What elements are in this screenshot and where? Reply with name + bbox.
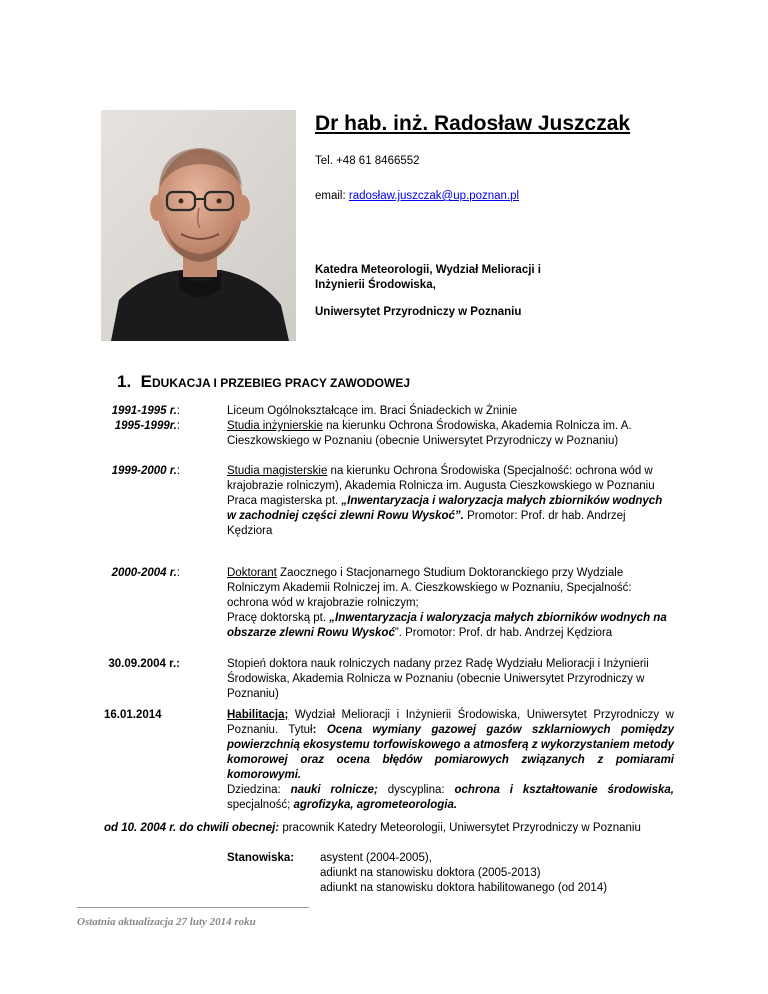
section-number: 1. bbox=[117, 372, 132, 391]
entry-6-disc-pre: dyscyplina: bbox=[377, 784, 455, 796]
entry-6-field: nauki rolnicze; bbox=[290, 784, 378, 796]
entry-6-title-colon: : bbox=[312, 724, 317, 736]
date-6: 16.01.2014 bbox=[104, 709, 162, 721]
entry-7-date: od 10. 2004 r. do chwili obecnej: bbox=[104, 822, 280, 834]
date-label-1 bbox=[70, 404, 180, 419]
profile-photo bbox=[101, 110, 296, 341]
positions-label: Stanowiska: bbox=[227, 852, 295, 864]
footer-note: Ostatnia aktualizacja 27 luty 2014 roku bbox=[77, 916, 256, 928]
page-title: Dr hab. inż. Radosław Juszczak bbox=[315, 112, 631, 135]
entry-7 bbox=[104, 821, 674, 836]
date-2-colon: : bbox=[176, 420, 180, 432]
entry-3-thesis-title: „Inwentaryzacja i waloryzacja małych zbiorników wodnych w zachodniej części zlewni Rowu Wyskoć”. bbox=[227, 495, 663, 522]
date-label-2 bbox=[70, 419, 180, 434]
entry-6-link: Habilitacja; bbox=[227, 709, 289, 721]
phone-number: Tel. +48 61 8466552 bbox=[315, 155, 420, 167]
entry-5: Stopień doktora nauk rolniczych nadany przez Radę Wydziału Melioracji i Inżynierii Środowiska, Akademia Rolnicza w Poznaniu (obecnie Uniwersytet Przyrodniczy w Poznaniu) bbox=[227, 658, 649, 700]
date-2: 1995-1999r. bbox=[114, 420, 177, 432]
date-3: 1999-2000 r. bbox=[111, 465, 177, 477]
date-4-colon: : bbox=[176, 567, 180, 579]
entry-7-text: pracownik Katedry Meteorologii, Uniwersytet Przyrodniczy w Poznaniu bbox=[279, 822, 641, 834]
email-line bbox=[315, 189, 519, 204]
entry-6-field-pre: Dziedzina: bbox=[227, 784, 291, 796]
entry-6-spec: agrofizyka, agrometeorologia. bbox=[293, 799, 458, 811]
position-item: adiunkt na stanowisku doktora (2005-2013) bbox=[320, 867, 541, 879]
entry-4-thesis-post: ”. Promotor: Prof. dr hab. Andrzej Kędziora bbox=[394, 627, 613, 639]
entry-6-spec-pre: specjalność; bbox=[227, 799, 294, 811]
entry-6-text: Wydział Melioracji i Inżynierii Środowiska, Uniwersytet Przyrodniczy w Poznaniu. Tytuł bbox=[227, 709, 674, 736]
section-title-first: E bbox=[140, 372, 152, 391]
entry-2-link: Studia inżynierskie bbox=[227, 420, 323, 432]
entry-6-title: Ocena wymiany gazowej gazów szklarniowych pomiędzy powierzchnią ekosystemu torfowiskowego a atmosferą z wykorzystaniem metody komorowej oraz ocena błędów pomiarowych związanych z pomiarami komorowymi. bbox=[227, 724, 674, 781]
entry-3-text: na kierunku Ochrona Środowiska (Specjalność: ochrona wód w krajobrazie rolniczym), Akademia Rolnicza im. Augusta Cieszkowskiego w Poznaniu bbox=[227, 465, 655, 492]
positions-list bbox=[320, 851, 607, 896]
entry-4-thesis-title: „Inwentaryzacja i waloryzacja małych zbiorników wodnych na obszarze zlewni Rowu Wyskoć bbox=[227, 612, 667, 639]
portrait-image bbox=[101, 110, 296, 341]
entry-1: Liceum Ogólnokształcące im. Braci Śniadeckich w Żninie bbox=[227, 405, 518, 417]
entry-4-link: Doktorant bbox=[227, 567, 277, 579]
position-item: adiunkt na stanowisku doktora habilitowanego (od 2014) bbox=[320, 882, 608, 894]
date-label-4 bbox=[70, 566, 180, 581]
date-3-colon: : bbox=[176, 465, 180, 477]
entry-6-disc: ochrona i kształtowanie środowiska, bbox=[454, 784, 674, 796]
entry-2 bbox=[227, 419, 674, 449]
date-1: 1991-1995 r. bbox=[111, 405, 177, 417]
entry-3 bbox=[227, 464, 674, 539]
section-title-rest: DUKACJA I PRZEBIEG PRACY ZAWODOWEJ bbox=[151, 376, 411, 390]
entry-4-thesis-pre: Pracę doktorską pt. bbox=[227, 612, 330, 624]
date-label-3 bbox=[70, 464, 180, 479]
entry-4 bbox=[227, 566, 674, 641]
university: Uniwersytet Przyrodniczy w Poznaniu bbox=[315, 306, 522, 318]
department: Katedra Meteorologii, Wydział Melioracji i Inżynierii Środowiska, bbox=[315, 264, 542, 291]
date-label-5 bbox=[70, 657, 180, 672]
date-label-6 bbox=[70, 708, 214, 723]
entry-3-link: Studia magisterskie bbox=[227, 465, 328, 477]
entry-3-thesis-post: Promotor: Prof. dr hab. Andrzej Kędziora bbox=[227, 510, 626, 537]
date-4: 2000-2004 r. bbox=[111, 567, 177, 579]
date-5: 30.09.2004 r.: bbox=[108, 658, 180, 670]
email-link[interactable]: radosław.juszczak@up.poznan.pl bbox=[348, 190, 520, 202]
entry-3-thesis-pre: Praca magisterska pt. bbox=[227, 495, 342, 507]
email-label: email: bbox=[315, 190, 349, 202]
entry-4-text: Zaocznego i Stacjonarnego Studium Doktoranckiego przy Wydziale Rolniczym Akademii Rolniczej im. A. Cieszkowskiego w Poznaniu, Specjalność: ochrona wód w krajobrazie rolniczym; bbox=[227, 567, 632, 609]
section-heading bbox=[117, 372, 410, 392]
date-1-colon: : bbox=[176, 405, 180, 417]
footer-divider bbox=[77, 907, 309, 908]
position-item: asystent (2004-2005), bbox=[320, 852, 432, 864]
entry-2-text: na kierunku Ochrona Środowiska, Akademia Rolnicza im. A. Cieszkowskiego w Poznaniu (obecnie Uniwersytet Przyrodniczy w Poznaniu) bbox=[227, 420, 632, 447]
entry-6 bbox=[227, 708, 674, 813]
